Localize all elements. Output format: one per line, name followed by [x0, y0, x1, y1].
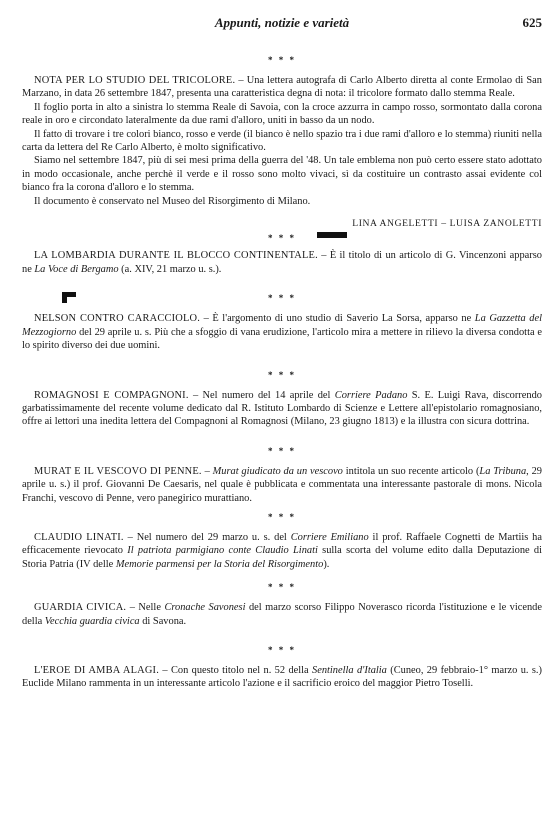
section-separator: * * *: [268, 644, 296, 655]
note-text: – Nelle: [126, 602, 165, 614]
note-title: LA LOMBARDIA DURANTE IL BLOCCO CONTINENTALE.: [34, 250, 318, 262]
paragraph: Il documento è conservato nel Museo del Risorgimento di Milano.: [34, 195, 311, 207]
note-title: GUARDIA CIVICA.: [34, 602, 127, 614]
section-separator: * * *: [268, 55, 296, 65]
note-title: NELSON CONTRO CARACCIOLO.: [34, 313, 201, 325]
paragraph: Il foglio porta in alto a sinistra lo stemma Reale di Savoia, con la croce azzurra in campo rosso, sormontato dalla corona reale in oro e circondato lateralmente da due rami d'alloro, uniti in basso da un nodo.: [22, 101, 542, 127]
note-text: del 29 aprile u. s. Più che a sfoggio di vana erudizione, l'articolo mira a mettere in rilievo la diversa condotta e lo spirito diverso dei due uomini.: [22, 326, 542, 352]
section-separator: * * *: [268, 445, 296, 456]
note-text: S. E. Luigi Rava, discorrendo garbatissimamente del recente volume dedicato dal R. Istituto Lombardo di Scienze e Lettere all'epistolario romagnosiano, offre ai lettori una inedita lettera del Compagnoni al Romagnosi (Milano, 23 giugno 1813) e la illustra con sicura dottrina.: [22, 389, 542, 428]
source-title: Sentinella d'Italia: [312, 664, 387, 676]
article-title: Il patriota parmigiano conte Claudio Linati: [127, 545, 318, 557]
source-title: La Tribuna: [479, 465, 527, 477]
note-text: – Una lettera autografa di Carlo Alberto diretta al conte Ermolao di San Marzano, in data 26 settembre 1847, presenta una caratteristica degna di nota: il tricolore formato dallo stemma Reale.: [22, 75, 542, 100]
series-title: Memorie parmensi per la Storia del Risorgimento: [115, 558, 324, 570]
source-title: Cronache Savonesi: [164, 602, 246, 614]
article-title: Vecchia guardia civica: [44, 615, 140, 627]
source-title: Corriere Padano: [334, 389, 408, 401]
note-text: (a. XIV, 21 marzo u. s.).: [118, 263, 222, 275]
article-title: Murat giudicato da un vescovo: [212, 465, 343, 477]
paragraph: [22, 465, 542, 505]
section-separator: * * *: [268, 582, 296, 593]
section-separator: * * *: [268, 233, 296, 244]
section-separator: * * *: [268, 511, 296, 522]
paragraph: [22, 74, 542, 101]
note-text: (Cuneo, 29 febbraio-1° marzo u. s.) Euclide Milano rammenta in un interessante articolo l'azione e il sacrificio eroico del maggior Pietro Toselli.: [22, 664, 542, 690]
source-title: La Gazzetta del Mezzogiorno: [22, 313, 542, 338]
note-title: ROMAGNOSI E COMPAGNONI.: [34, 389, 189, 401]
paragraph: [22, 664, 542, 691]
note-amba-alagi: [22, 664, 542, 691]
page-header: [22, 12, 542, 34]
note-text: – È l'argomento di uno studio di Saverio La Sorsa, apparso ne: [200, 313, 475, 325]
note-text: sulla scorta del volume edito dalla Deputazione di Storia Patria (IV delle: [22, 545, 543, 570]
section-separator: * * *: [268, 369, 296, 380]
note-text: del marzo scorso Filippo Noverasco ricorda l'istituzione e le vicende della: [22, 602, 542, 627]
paragraph: [22, 312, 542, 352]
note-nelson: [22, 312, 542, 352]
author-signature: LINA ANGELETTI – LUISA ZANOLETTI: [352, 218, 542, 230]
note-title: CLAUDIO LINATI.: [34, 531, 124, 543]
section-separator: * * *: [268, 293, 296, 304]
note-lombardia: [22, 249, 542, 276]
note-murat: [22, 465, 542, 505]
paragraph: Il fatto di trovare i tre colori bianco, rosso e verde (il bianco è nello spazio tra i due rami d'alloro e lo stemma) riuniti nella carta da lettera del Re Carlo Alberto, è molto significativo.: [22, 128, 542, 154]
note-text: – Con questo titolo nel n. 52 della: [159, 664, 313, 676]
paragraph: [22, 601, 542, 628]
note-text: intitola un suo recente articolo (: [342, 465, 480, 477]
note-tricolore: [22, 74, 542, 238]
source-title: La Voce di Bergamo: [34, 263, 119, 275]
paragraph: Siamo nel settembre 1847, più di sei mesi prima della guerra del '48. Un tale emblema non può certo essere stato adottato in modo occasionale, anche perchè il verde e il rosso sono molto vivaci, sì da costituire un contrasto assai evidente col bianco fra la corona d'alloro e lo stemma.: [22, 155, 542, 194]
note-text: – Nel numero del 29 marzo u. s. del: [123, 531, 291, 543]
source-title: Corriere Emiliano: [290, 531, 369, 543]
note-text: – È il titolo di un articolo di G. Vincenzoni apparso ne: [22, 250, 542, 275]
page-number: 625: [522, 15, 542, 30]
note-guardia: [22, 601, 542, 628]
note-text: –: [201, 465, 213, 477]
note-title: MURAT E IL VESCOVO DI PENNE.: [34, 465, 202, 477]
note-title: L'EROE DI AMBA ALAGI.: [34, 664, 159, 676]
note-text: ).: [323, 558, 330, 570]
note-text: di Savona.: [139, 615, 187, 627]
note-romagnosi: [22, 389, 542, 429]
note-linati: [22, 531, 542, 571]
note-text: – Nel numero del 14 aprile del: [188, 389, 335, 401]
paragraph: [22, 389, 542, 429]
paragraph: [22, 249, 542, 276]
page: [22, 12, 542, 691]
running-title: Appunti, notizie e varietà: [214, 15, 350, 30]
note-title: NOTA PER LO STUDIO DEL TRICOLORE.: [34, 75, 236, 86]
note-text: il prof. Raffaele Cognetti de Martiis ha efficacemente rievocato: [22, 531, 542, 557]
note-text: , 29 aprile u. s.) il prof. Giovanni De Caesaris, nel quale è pubblicata e commentata una interessante pastorale di mons. Nicola Franchi, vescovo di Penne, vero panegirico murattiano.: [22, 465, 543, 504]
paragraph: [22, 531, 542, 571]
